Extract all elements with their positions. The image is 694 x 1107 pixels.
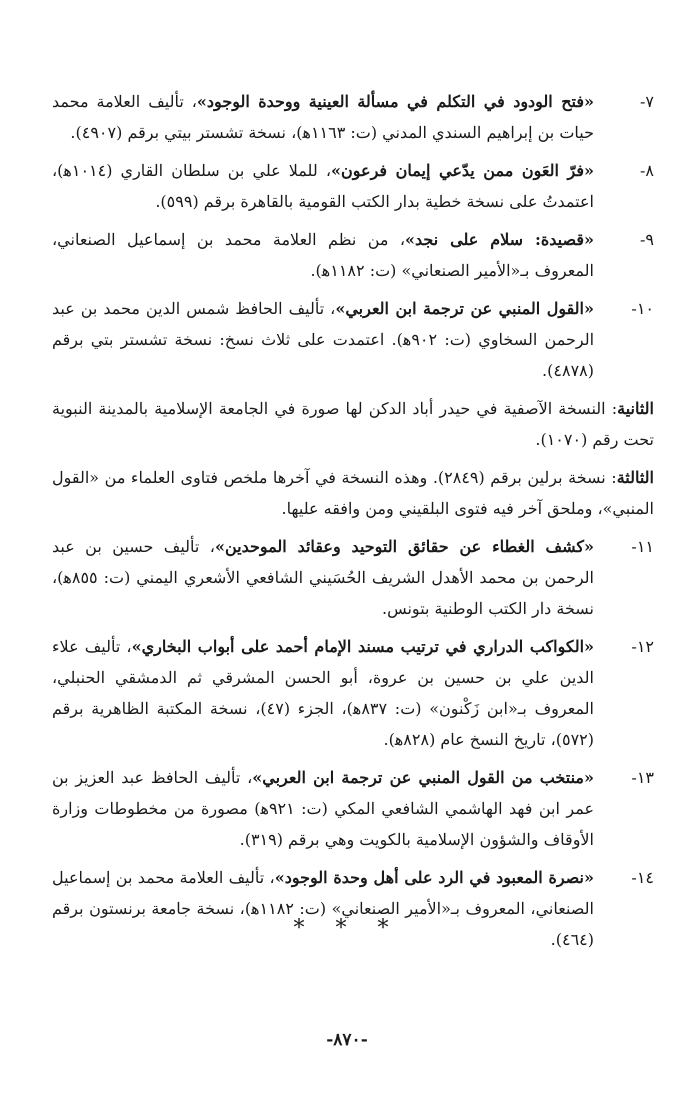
- copy-paragraph: [52, 462, 654, 524]
- list-item: [52, 224, 654, 286]
- item-text: ، تأليف الحافظ عبد العزيز بن عمر ابن فهد الهاشمي الشافعي المكي (ت: ٩٢١ﻫ) مصورة من مخطوطات وزارة الأوقاف والشؤون الإسلامية بالكويت وهي برقم (٣١٩).: [52, 768, 595, 849]
- item-number: ١١-: [631, 537, 654, 556]
- list-item: [52, 762, 654, 855]
- section-separator: * * *: [293, 916, 401, 941]
- item-title: «القول المنبي عن ترجمة ابن العربي»: [335, 299, 594, 318]
- list-item: [52, 531, 654, 624]
- paragraph-lead: الثالثة: [616, 468, 654, 487]
- paragraph-text: : نسخة برلين برقم (٢٨٤٩). وهذه النسخة في آخرها ملخص فتاوى العلماء من «القول المنبي»، وملحق آخر فيه فتوى البلقيني ومن وافقه عليها.: [52, 468, 654, 518]
- paragraph-lead: الثانية: [617, 399, 654, 418]
- item-text: ، تأليف العلامة محمد بن إسماعيل الصنعاني، المعروف بـ«الأمير الصنعاني» (ت: ١١٨٢ﻫ)، نسخة جامعة برنستون برقم (٤٦٤).: [52, 868, 595, 949]
- item-number: ٨-: [640, 161, 654, 180]
- item-title: «كشف الغطاء عن حقائق التوحيد وعقائد الموحدين»: [214, 537, 595, 556]
- item-number: ١٣-: [631, 768, 654, 787]
- item-number: ١٠-: [631, 299, 654, 318]
- item-text: ، تأليف الحافظ شمس الدين محمد بن عبد الرحمن السخاوي (ت: ٩٠٢ﻫ). اعتمدت على ثلاث نسخ: نسخة تشستر بتي برقم (٤٨٧٨).: [52, 299, 595, 380]
- item-text: ، تأليف العلامة محمد حيات بن إبراهيم السندي المدني (ت: ١١٦٣ﻫ)، نسخة تشستر بيتي برقم (٤٩٠٧).: [52, 92, 594, 142]
- list-item: [52, 862, 654, 955]
- list-item: [52, 293, 654, 386]
- item-title: «منتخب من القول المنبي عن ترجمة ابن العربي»: [252, 768, 594, 787]
- item-text: ، للملا علي بن سلطان القاري (١٠١٤ﻫ)، اعتمدتُ على نسخة خطية بدار الكتب القومية بالقاهرة برقم (٥٩٩).: [52, 161, 594, 211]
- copy-paragraph: [52, 393, 654, 455]
- item-number: ١٢-: [631, 637, 654, 656]
- item-text: ، تأليف حسين بن عبد الرحمن بن محمد الأهدل الشريف الحُسَيني الشافعي الأشعري اليمني (ت: ٨٥٥ﻫ)، نسخة دار الكتب الوطنية بتونس.: [52, 537, 594, 618]
- manuscript-list: [52, 86, 654, 962]
- item-number: ١٤-: [631, 868, 654, 887]
- item-title: «نصرة المعبود في الرد على أهل وحدة الوجود»: [274, 868, 594, 887]
- list-item: [52, 155, 654, 217]
- item-title: «الكواكب الدراري في ترتيب مسند الإمام أحمد على أبواب البخاري»: [131, 637, 595, 656]
- page-number: -٨٧٠-: [326, 1030, 368, 1050]
- paragraph-text: : النسخة الآصفية في حيدر أباد الدكن لها صورة في الجامعة الإسلامية بالمدينة النبوية تحت رقم (١٠٧٠).: [52, 399, 654, 449]
- item-number: ٩-: [640, 230, 654, 249]
- list-item: [52, 86, 654, 148]
- item-text: ، من نظم العلامة محمد بن إسماعيل الصنعاني، المعروف بـ«الأمير الصنعاني» (ت: ١١٨٢ﻫ).: [52, 230, 594, 280]
- item-title: «فتح الودود في التكلم في مسألة العينية ووحدة الوجود»: [196, 92, 595, 111]
- list-item: [52, 631, 654, 755]
- item-title: «قصيدة: سلام على نجد»: [405, 230, 594, 249]
- item-title: «فرّ العَون ممن يدّعي إيمان فرعون»: [331, 161, 594, 180]
- item-text: ، تأليف علاء الدين علي بن حسين بن عروة، أبو الحسن المشرقي ثم الدمشقي الحنبلي، المعروف بـ«ابن زَكْنون» (ت: ٨٣٧ﻫ)، الجزء (٤٧)، نسخة المكتبة الظاهرية برقم (٥٧٢)، تاريخ النسخ عام (٨٢٨ﻫ).: [52, 637, 594, 749]
- item-number: ٧-: [640, 92, 654, 111]
